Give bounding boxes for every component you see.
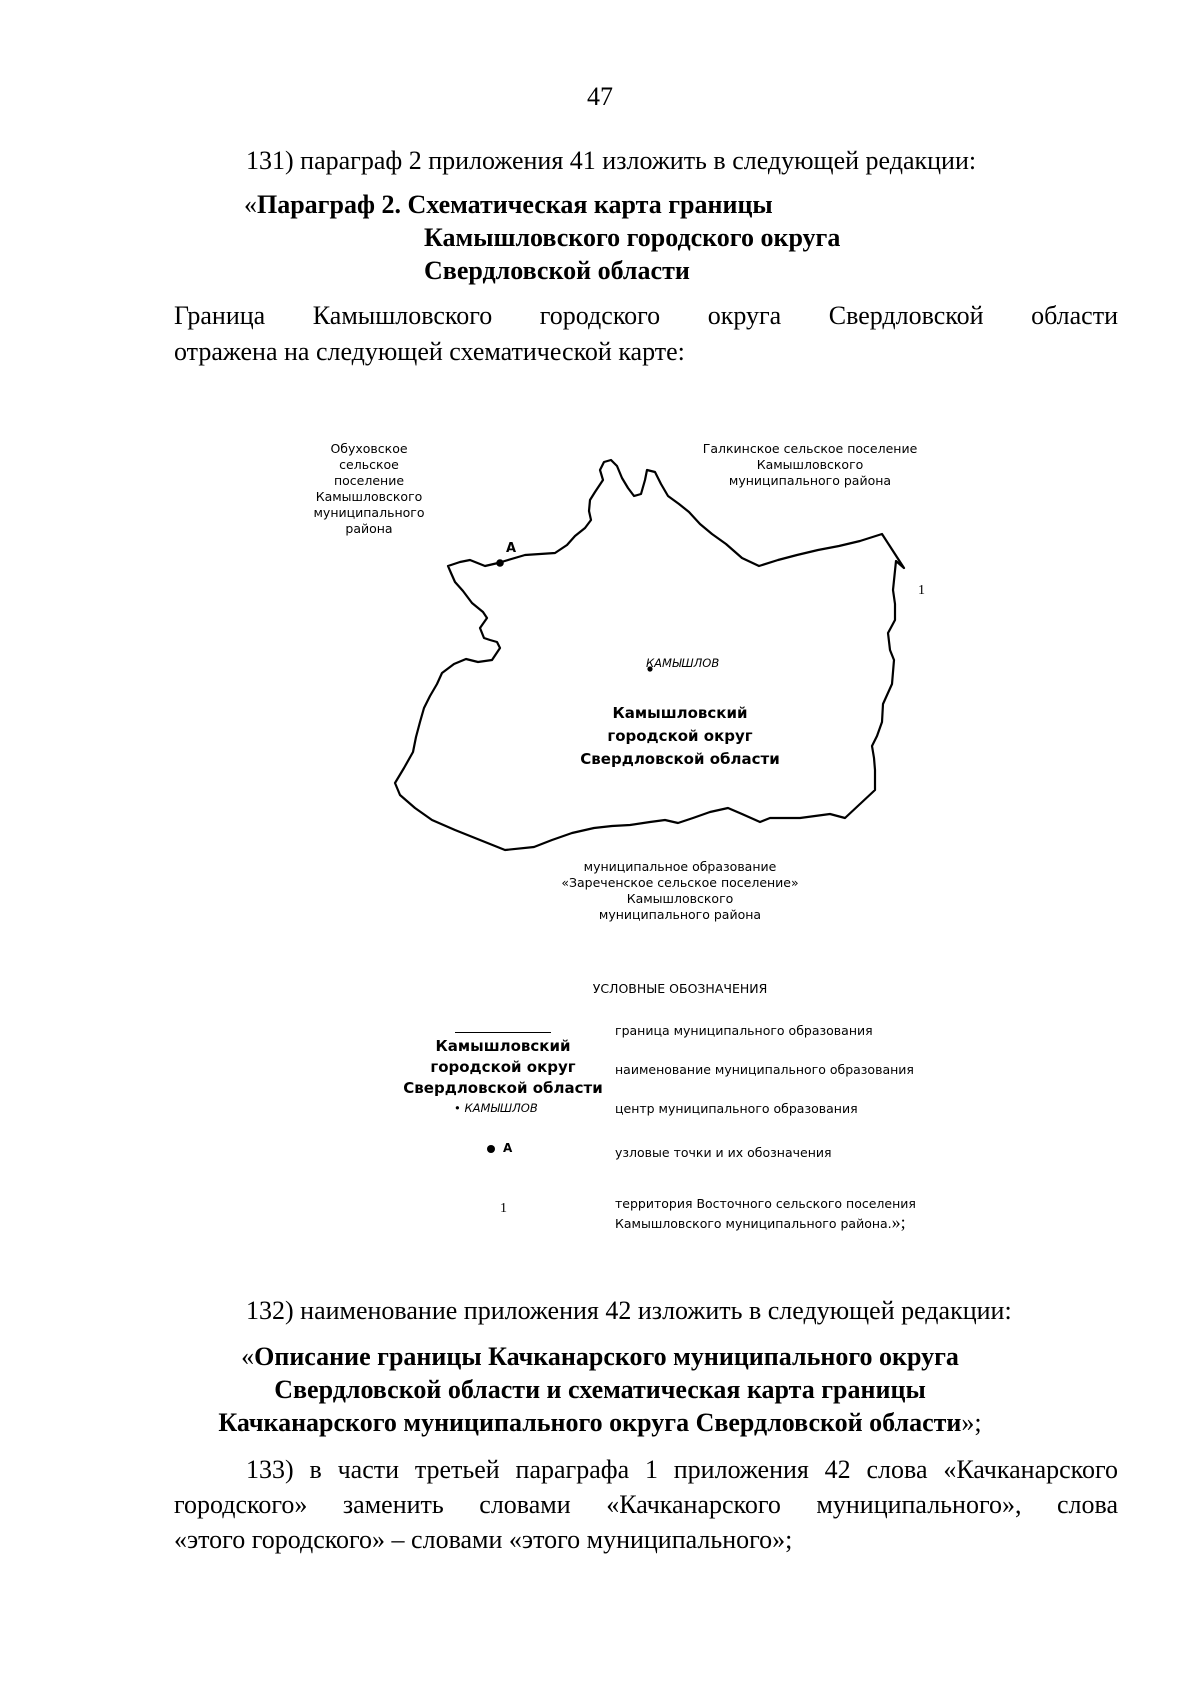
- node-point-a: [496, 559, 504, 567]
- neighbor-galkinskoe-label: [660, 441, 960, 489]
- galk-line-3: муниципального района: [728, 473, 892, 488]
- title-132-line-2: Свердловской области и схематическая карта границы: [274, 1375, 926, 1404]
- obukh-line-1: Обуховское: [330, 441, 408, 456]
- district-boundary: [395, 460, 904, 850]
- legend-node-dot: [487, 1145, 495, 1153]
- title-132-line-3: [0, 1406, 1200, 1439]
- legend-closing-quote: »;: [891, 1212, 906, 1232]
- legend-territory-line-2: [615, 1213, 916, 1233]
- heading-131-line-1: [244, 188, 840, 221]
- zarech-line-2: «Зареченское сельское поселение»: [561, 875, 799, 890]
- legend-name-desc: наименование муниципального образования: [615, 1062, 914, 1077]
- node-point-label: А: [506, 541, 517, 556]
- legend-center-desc: центр муниципального образования: [615, 1101, 858, 1116]
- legend-title: УСЛОВНЫЕ ОБОЗНАЧЕНИЯ: [592, 981, 768, 996]
- boundary-map: [0, 420, 1200, 920]
- galk-line-2: Камышловского: [756, 457, 864, 472]
- item-132-text: 132) наименование приложения 42 изложить в следующей редакции:: [246, 1296, 1012, 1325]
- title-close-quote: »;: [961, 1408, 982, 1437]
- zarech-line-1: муниципальное образование: [583, 859, 777, 874]
- legend-boundary-sample: [455, 1032, 551, 1033]
- title-open-quote: «: [241, 1342, 255, 1371]
- title-132-text-1: Описание границы Качканарского муниципального округа: [254, 1342, 959, 1371]
- obukh-line-4: Камышловского: [315, 489, 423, 504]
- title-132-line-1: [0, 1340, 1200, 1373]
- heading-131-line-2: Камышловского городского округа: [424, 223, 841, 252]
- title-132-text-3: Качканарского муниципального округа Свердловской области: [218, 1408, 962, 1437]
- legend-territory-desc: [615, 1195, 916, 1233]
- page-number: 47: [587, 82, 613, 111]
- legend-territory-line-1: территория Восточного сельского поселения: [615, 1196, 916, 1211]
- item-133-line-2: городского» заменить словами «Качканарского муниципального», слова: [174, 1490, 1118, 1519]
- heading-131-line-3: Свердловской области: [424, 256, 690, 285]
- intro-line-1: Граница Камышловского городского округа Свердловской области: [174, 301, 1118, 330]
- item-133-line-1: 133) в части третьей параграфа 1 приложения 42 слова «Качканарского: [246, 1455, 1118, 1484]
- legend-node-label: А: [503, 1141, 513, 1155]
- intro-line-2: отражена на следующей схематической карте:: [174, 337, 685, 366]
- item-133-line-3: «этого городского» – словами «этого муниципального»;: [174, 1525, 793, 1554]
- district-name-line-1: Камышловский: [612, 704, 748, 722]
- district-name-label: [560, 702, 800, 771]
- legend-name-sample: [390, 1036, 616, 1099]
- heading-131: [244, 188, 840, 287]
- legend-nodes-desc: узловые точки и их обозначения: [615, 1145, 832, 1160]
- legend-center-text: КАМЫШЛОВ: [464, 1101, 538, 1115]
- obukh-line-6: района: [345, 521, 393, 536]
- legend-name-line-3: Свердловской области: [403, 1079, 603, 1097]
- legend-center-sample: • КАМЫШЛОВ: [454, 1101, 538, 1115]
- neighbor-zarechenskoe-label: [500, 859, 860, 923]
- district-name-line-2: городской округ: [607, 727, 753, 745]
- legend-territory-text-2: Камышловского муниципального района.: [615, 1216, 892, 1231]
- legend-boundary-desc: граница муниципального образования: [615, 1023, 873, 1038]
- district-name-line-3: Свердловской области: [580, 750, 780, 768]
- obukh-line-5: муниципального: [313, 505, 425, 520]
- center-label: КАМЫШЛОВ: [646, 656, 720, 670]
- legend-territory-sample: 1: [500, 1201, 507, 1216]
- zarech-line-4: муниципального района: [598, 907, 762, 922]
- item-131-text: 131) параграф 2 приложения 41 изложить в следующей редакции:: [246, 146, 977, 175]
- heading-open-quote: «: [244, 190, 257, 219]
- legend-name-line-1: Камышловский: [435, 1037, 571, 1055]
- title-132: [0, 1340, 1200, 1439]
- galk-line-1: Галкинское сельское поселение: [702, 441, 918, 456]
- territory-marker: 1: [918, 583, 925, 598]
- neighbor-obukhovskoe-label: [290, 441, 448, 537]
- zarech-line-3: Камышловского: [626, 891, 734, 906]
- legend-name-line-2: городской округ: [430, 1058, 576, 1076]
- obukh-line-2: сельское: [339, 457, 399, 472]
- heading-131-text-1: Параграф 2. Схематическая карта границы: [257, 190, 773, 219]
- obukh-line-3: поселение: [333, 473, 405, 488]
